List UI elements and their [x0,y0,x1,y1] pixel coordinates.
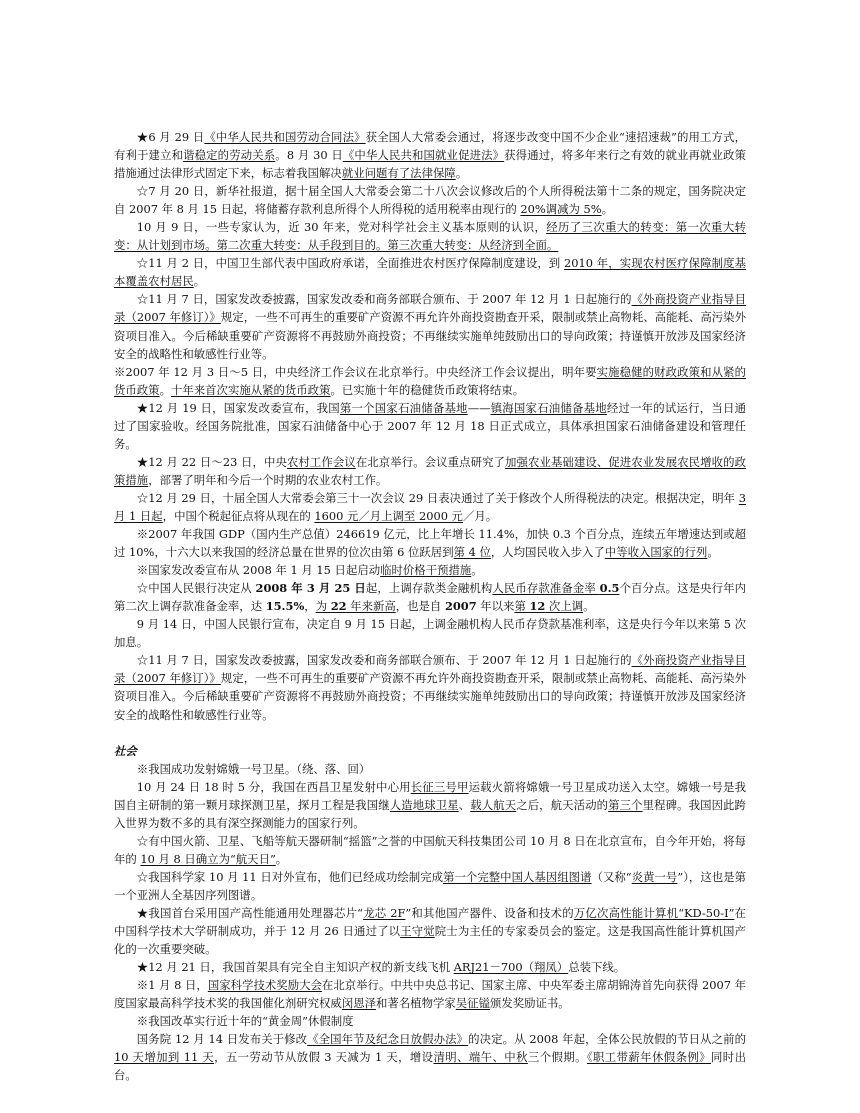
underlined-text: 闵恩泽 [341,996,377,1011]
underlined-text: 第 [514,599,530,614]
text-run: 起，上调存款类金融机构 [365,581,493,596]
underlined-text: 10 天增加到 11 天 [114,1050,215,1065]
text-run: 、 [458,797,471,812]
text-run: ★我国首台采用国产高性能通用处理器芯片“ [136,905,363,920]
text-run: ※国家发改委宣布从 2008 年 1 月 15 日起启动 [136,563,381,578]
text-run: 获得通过，将多年来行之有效的就业再就业政策措施通过法律形式固定下来，标志着我国解决 [114,148,746,181]
text-run: ※我国成功发射嫦娥一号卫星。（绕、落、回） [136,761,371,776]
paragraph [114,290,746,362]
paragraph [114,182,746,218]
text-run: ☆中国人民银行决定从 [136,581,256,596]
section-gap [114,724,746,742]
paragraph [114,651,746,723]
bold-text: 12 [529,599,546,614]
underlined-text: 《外商投资产业指导目录（2007 年修订）》 [114,292,746,325]
text-run: 。 [193,274,206,289]
text-run: ”），这也是第一个亚洲人全基因序列图谱。 [114,869,746,902]
underlined-text: 万亿次高性能计算机“KD-50-I” [573,905,735,920]
text-run: 9 月 14 日，中国人民银行宣布，决定自 9 月 15 日起，上调金融机构人民币存贷款基准利率，这是央行今年以来第 5 次加息。 [114,617,746,650]
text-run: 在北京举行。会议重点研究了 [355,454,506,469]
text-run: 。 [275,851,288,866]
text-run: ★12 月 22 日～23 日，中央 [136,454,287,469]
text-run: 。 [601,202,613,217]
underlined-text: 年来新高 [346,599,396,614]
text-run: ☆7 月 20 日，新华社报道，据十届全国人大常委会第二十八次会议修改后的个人所得税法第十二条的规定，国务院决定自 2007 年 8 月 15 日起，将储蓄存款利息所得个人所得税的适用税率由现行的 [114,184,746,217]
text-run: ☆11 月 7 日，国家发改委披露，国家发改委和商务部联合颁布、于 2007 年 12 月 1 日起施行的 [136,653,632,668]
underlined-text: 实施稳健的财政政策和从紧的货币政策 [114,364,746,397]
underlined-text: 第三个 [608,797,643,812]
section-title-society: 社会 [114,743,137,758]
underlined-text: 《中华人民共和国劳动合同法》 [204,130,366,144]
text-run: ※2007 年 12 月 3 日～5 日，中央经济工作会议在北京举行。中央经济工作会议提出，明年要 [114,364,597,379]
text-run: ※1 月 8 日， [136,978,208,993]
underlined-text: 1600 元／月上调至 2000 元 [314,508,463,523]
underlined-text: 《职工带薪年休假条例》 [586,1050,711,1065]
text-run: ☆我国科学家 10 月 11 日对外宣布，他们已经成功绘制完成 [136,869,444,884]
underlined-text: 为 [315,599,331,614]
underlined-text: 吴征镒 [455,996,490,1011]
underlined-text: 3 月 1 日起 [114,490,746,523]
paragraph [114,1030,746,1084]
underlined-text: 《中华人民共和国就业促进法》 [342,148,505,163]
text-run: 10 月 9 日，一些专家认为，近 30 年来，党对科学社会主义基本原则的认识， [136,220,547,235]
underlined-text [600,581,620,595]
text-run: ，五一劳动节从放假 3 天减为 1 天，增设 [214,1050,434,1065]
paragraph [114,778,746,832]
underlined-text: 2010 年，实现农村医疗保障制度基本覆盖农村居民 [114,256,746,289]
underlined-text [331,599,347,613]
underlined-text: 第一个国家石油储备基地 [339,400,468,415]
underlined-text: 第 4 位 [453,545,491,560]
text-run: 。 [707,545,719,560]
society-section [114,760,746,1085]
bold-text: 2007 [444,599,477,614]
text-run: 在北京举行。中共中央总书记、国家主席、中央军委主席胡锦涛首先向获得 2007 年度国家最高科学技术奖的我国催化剂研究权威 [114,978,747,1011]
underlined-text: 王守觉 [400,924,435,939]
text-run: 规定，一些不可再生的重要矿产资源不再允许外商投资勘查开采，限制或禁止高物耗、高能耗、高污染外资项目准入。今后稀缺重要矿产资源将不再鼓励外商投资；不再继续实施单纯鼓励出口的导向政策；持谨慎开放涉及国家经济安全的战略性和敏感性行业等。 [114,671,746,722]
paragraph [114,760,746,778]
text-run: ☆有中国火箭、卫星、飞船等航天器研制“摇篮”之誉的中国航天科技集团公司 10 月 8 日在北京宣布，自今年开始，将每年的 [114,833,746,866]
text-run: ，也是自 [395,599,445,614]
paragraph [114,976,746,1012]
paragraph [114,958,746,976]
underlined-text: 20%调减为 5% [520,202,602,217]
text-run: ☆12 月 29 日，十届全国人大常委会第三十一次会议 29 日表决通过了关于修改个人所得税法的决定。根据决定，明年 [136,490,739,505]
underlined-text: 清明、端午、中秋 [433,1050,528,1065]
text-run: 年以来 [476,599,515,614]
text-run: 。 [583,599,595,614]
underlined-text: 就业问题有了法律保障 [341,166,456,181]
text-run: ※2007 年我国 GDP（国内生产总值）246619 亿元，比上年增长 11.4%，加快 0.3 个百分点，连续五年增速达到或超过 10%，十六大以来我国的经济总量在世界的位次由第 6 位跃居到 [114,527,746,560]
text-run: （又称“ [591,869,632,884]
text-run: ★12 月 21 日，我国首架具有完全自主知识产权的新支线飞机 [136,960,454,975]
text-run: ※我国改革实行近十年的“黄金周”休假制度 [136,1014,354,1029]
text-run: 获全国人大常委会通过，将逐步改变中国不少企业“速招速裁”的用工方式，有利于建立和 [114,130,746,163]
text-run: 里程碑。我国因此跨入世界为数不多的具有深空探测能力的国家行列。 [114,797,746,830]
text-run: ，人均国民收入步入了 [490,545,605,560]
bold-text: 0.5 [599,581,620,596]
underlined-text: 第一个完整中国人基因组图谱 [443,869,592,884]
paragraph [114,363,746,399]
paragraph [114,489,746,525]
economy-section [114,128,746,724]
underlined-text: 《外商投资产业指导目录（2007 年修订）》 [114,653,746,686]
paragraph [114,254,746,290]
underlined-text: ARJ21－700（翔凤） [453,960,569,975]
bold-text: 15.5% [265,599,305,614]
underlined-text: 载人航天 [470,797,517,812]
underlined-text: 临时价格干预措施 [380,563,472,578]
text-run: ”和其他国产器件、设备和技术的 [405,905,574,920]
underlined-text [529,599,545,613]
text-run: ★6 月 29 日 [136,130,205,144]
paragraph [114,525,746,561]
underlined-text: 10 月 8 日确立为“航天日” [140,851,276,866]
paragraph [114,615,746,651]
underlined-text: 国家科学技术奖励大会 [207,978,322,993]
underlined-text: 《全国年节及纪念日放假办法》 [307,1032,469,1047]
underlined-text: 镇海国家石油储备基地 [490,400,607,415]
text-run: 同时出台。 [114,1050,746,1083]
text-run: 10 月 24 日 18 时 5 分，我国在西昌卫星发射中心用 [136,779,411,794]
text-run: 的决定。从 2008 年起，全体公民放假的节日从之前的 [468,1032,746,1047]
text-run: 三个假期。 [527,1050,587,1065]
text-run: 个百分点。这是央行年内第二次上调存款准备金率，达 [114,581,746,614]
text-run: 。 [159,382,171,397]
text-run: 总装下线。 [568,960,626,975]
text-run: 。 [471,563,483,578]
paragraph [114,128,746,182]
paragraph [114,453,746,489]
underlined-text: 加强农业基础建设、促进农业发展农民增收的政策措施 [114,454,746,487]
underlined-text: 人造地球卫星 [389,797,459,812]
text-run: ，中国个税起征点将从现在的 [162,508,315,523]
underlined-text: 中等收入国家的行列 [604,545,708,560]
text-run: ☆11 月 2 日，中国卫生部代表中国政府承诺，全面推进农村医疗保障制度建设，到 [136,256,565,271]
underlined-text: 炎黄一号 [631,869,678,884]
text-run: ★12 月 19 日，国家发改委宣布，我国 [136,400,340,415]
text-run: 。8 月 30 日 [275,148,343,163]
text-run: 颁发奖励证书。 [489,996,570,1011]
text-run: ☆11 月 7 日，国家发改委披露，国家发改委和商务部联合颁布、于 2007 年 12 月 1 日起施行的 [136,292,632,307]
text-run: 在中国科学技术大学研制成功，并于 12 月 26 日通过了以 [114,905,746,939]
text-run: —— [467,400,491,415]
paragraph [114,561,746,579]
text-run: 国务院 12 月 14 日发布关于修改 [136,1032,308,1047]
paragraph [114,904,746,958]
text-run: 。已实施十年的稳健货币政策将结束。 [330,382,525,397]
underlined-text: 十年来首次实施从紧的货币政策 [170,382,331,397]
bold-text: 22 [330,599,347,614]
text-run: ，部署了明年和今后一个时期的农业农村工作。 [148,472,388,487]
text-run: 运载火箭将嫦娥一号卫星成功送入太空。嫦娥一号是我国自主研制的第一颗月球探测卫星，探月工程是我国继 [114,779,746,812]
text-run: 和著名植物学家 [376,996,456,1011]
underlined-text: 龙芯 2F [363,905,406,920]
paragraph [114,868,746,904]
paragraph [114,579,746,615]
underlined-text: 人民币存款准备金率 [492,581,600,596]
paragraph [114,832,746,868]
text-run: 之后，航天活动的 [516,797,609,812]
underlined-text: 长征三号甲 [410,779,469,794]
text-run: 。 [455,166,468,181]
document-page [114,128,746,1084]
underlined-text: 次上调 [545,599,584,614]
paragraph [114,399,746,453]
paragraph [114,1012,746,1030]
text-run: ， [304,599,316,614]
bold-text: 2008 年 3 月 25 日 [255,581,366,596]
underlined-text: 经历了三次重大的转变：第一次重大转变：从计划到市场。第二次重大转变：从手段到目的。第三次重大转变：从经济到全面。 [114,220,746,253]
paragraph [114,218,746,254]
underlined-text: 农村工作会议 [286,454,356,469]
underlined-text: 谐稳定的劳动关系 [183,148,276,163]
text-run: 经过一年的试运行，当日通过了国家验收。经国务院批准，国家石油储备中心于 2007 年 12 月 18 日正式成立，具体承担国家石油储备建设和管理任务。 [114,400,746,451]
text-run: ／月。 [462,508,498,523]
text-run: 规定，一些不可再生的重要矿产资源不再允许外商投资勘查开采，限制或禁止高物耗、高能耗、高污染外资项目准入。今后稀缺重要矿产资源将不再鼓励外商投资；不再继续实施单纯鼓励出口的导向政策；持谨慎开放涉及国家经济安全的战略性和敏感性行业等。 [114,310,746,361]
text-run: 院士为主任的专家委员会的鉴定。这是我国高性能计算机国产化的一次重要突破。 [114,924,746,957]
